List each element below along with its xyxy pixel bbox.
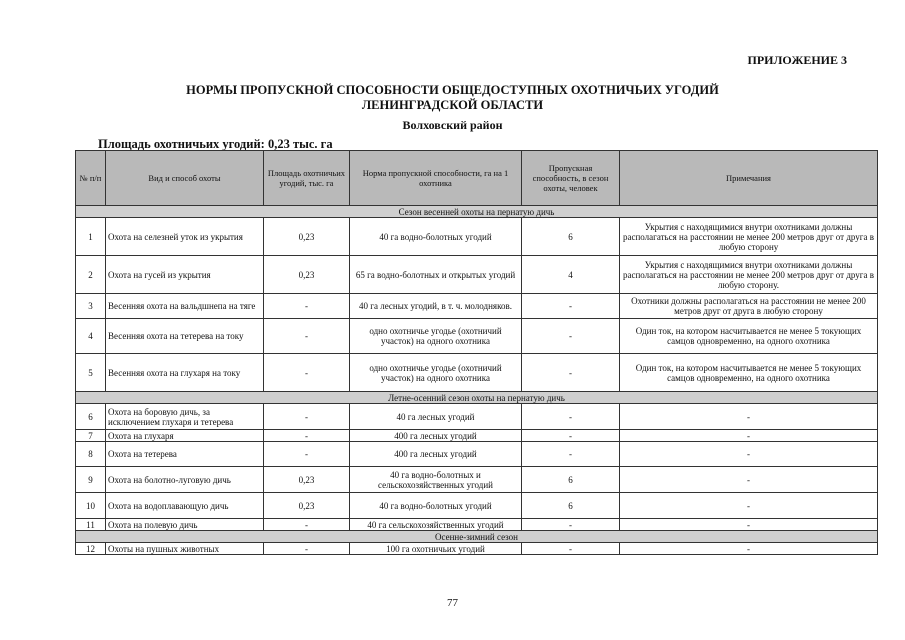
hunt-type: Весенняя охота на глухаря на току: [106, 354, 264, 392]
row-number: 8: [76, 442, 106, 467]
area-value: -: [264, 294, 350, 319]
area-value: -: [264, 543, 350, 555]
capacity-value: -: [522, 543, 620, 555]
hunt-type: Весенняя охота на вальдшнепа на тяге: [106, 294, 264, 319]
norm-value: 40 га водно-болотных угодий: [350, 218, 522, 256]
area-value: 0,23: [264, 467, 350, 493]
area-value: -: [264, 319, 350, 354]
note-text: -: [620, 519, 878, 531]
norm-value: 40 га лесных угодий: [350, 404, 522, 430]
norm-value: 400 га лесных угодий: [350, 442, 522, 467]
header-area: Площадь охотничьих угодий, тыс. га: [264, 151, 350, 206]
hunt-type: Охота на тетерева: [106, 442, 264, 467]
row-number: 12: [76, 543, 106, 555]
row-number: 9: [76, 467, 106, 493]
hunt-type: Охота на гусей из укрытия: [106, 256, 264, 294]
table-row: [76, 218, 878, 256]
row-number: 6: [76, 404, 106, 430]
capacity-value: -: [522, 354, 620, 392]
capacity-value: -: [522, 519, 620, 531]
header-num: № п/п: [76, 151, 106, 206]
area-value: 0,23: [264, 256, 350, 294]
note-text: Охотники должны располагаться на расстоянии не менее 200 метров друг от друга в любую сторону: [620, 294, 878, 319]
norm-value: 40 га лесных угодий, в т. ч. молодняков.: [350, 294, 522, 319]
table-row: [76, 493, 878, 519]
table-row: [76, 467, 878, 493]
document-title: [0, 83, 905, 113]
row-number: 10: [76, 493, 106, 519]
note-text: -: [620, 442, 878, 467]
note-text: Один ток, на котором насчитывается не менее 5 токующих самцов одновременно, на одного охотника: [620, 319, 878, 354]
header-norm: Норма пропускной способности, га на 1 охотника: [350, 151, 522, 206]
header-type: Вид и способ охоты: [106, 151, 264, 206]
area-value: -: [264, 519, 350, 531]
hunt-type: Охота на боровую дичь, за исключением глухаря и тетерева: [106, 404, 264, 430]
norm-value: одно охотничье угодье (охотничий участок) на одного охотника: [350, 319, 522, 354]
hunt-type: Охота на глухаря: [106, 430, 264, 442]
table-row: [76, 543, 878, 555]
district-name: Волховский район: [402, 118, 503, 132]
section-title: Летне-осенний сезон охоты на пернатую дичь: [76, 392, 878, 404]
table-row: [76, 430, 878, 442]
hunt-type: Охота на селезней уток из укрытия: [106, 218, 264, 256]
table-header-row: [76, 151, 878, 206]
area-value: -: [264, 442, 350, 467]
hunting-area-total: Площадь охотничьих угодий: 0,23 тыс. га: [98, 137, 333, 151]
area-value: -: [264, 354, 350, 392]
title-line-2: ЛЕНИНГРАДСКОЙ ОБЛАСТИ: [361, 98, 544, 112]
capacity-value: -: [522, 319, 620, 354]
note-text: Укрытия с находящимися внутри охотниками должны располагаться на расстоянии не менее 200 метров друг от друга в любую сторону.: [620, 256, 878, 294]
capacity-value: -: [522, 294, 620, 319]
capacity-value: 6: [522, 467, 620, 493]
norm-value: 40 га водно-болотных угодий: [350, 493, 522, 519]
capacity-value: -: [522, 404, 620, 430]
table-row: [76, 294, 878, 319]
page-number: 77: [447, 597, 458, 609]
table-row: [76, 519, 878, 531]
note-text: Один ток, на котором насчитывается не менее 5 токующих самцов одновременно, на одного охотника: [620, 354, 878, 392]
hunt-type: Весенняя охота на тетерева на току: [106, 319, 264, 354]
note-text: -: [620, 404, 878, 430]
norm-value: 40 га водно-болотных и сельскохозяйственных угодий: [350, 467, 522, 493]
capacity-value: 6: [522, 493, 620, 519]
row-number: 1: [76, 218, 106, 256]
table-row: [76, 256, 878, 294]
row-number: 2: [76, 256, 106, 294]
title-line-1: НОРМЫ ПРОПУСКНОЙ СПОСОБНОСТИ ОБЩЕДОСТУПНЫХ ОХОТНИЧЬИХ УГОДИЙ: [186, 83, 719, 97]
section-row-winter: [76, 531, 878, 543]
capacity-value: 6: [522, 218, 620, 256]
capacity-value: 4: [522, 256, 620, 294]
norm-value: одно охотничье угодье (охотничий участок) на одного охотника: [350, 354, 522, 392]
section-row-summer: [76, 392, 878, 404]
capacity-value: -: [522, 442, 620, 467]
row-number: 7: [76, 430, 106, 442]
note-text: -: [620, 493, 878, 519]
note-text: -: [620, 467, 878, 493]
area-value: -: [264, 404, 350, 430]
table-row: [76, 442, 878, 467]
table-row: [76, 354, 878, 392]
hunt-type: Охота на болотно-луговую дичь: [106, 467, 264, 493]
row-number: 4: [76, 319, 106, 354]
note-text: Укрытия с находящимися внутри охотниками должны располагаться на расстоянии не менее 200 метров друг от друга в любую сторону: [620, 218, 878, 256]
section-row-spring: [76, 206, 878, 218]
table-row: [76, 404, 878, 430]
norm-value: 65 га водно-болотных и открытых угодий: [350, 256, 522, 294]
note-text: -: [620, 430, 878, 442]
row-number: 5: [76, 354, 106, 392]
section-title: Осенне-зимний сезон: [76, 531, 878, 543]
norm-value: 40 га сельскохозяйственных угодий: [350, 519, 522, 531]
header-capacity: Пропускная способность, в сезон охоты, человек: [522, 151, 620, 206]
appendix-label: ПРИЛОЖЕНИЕ 3: [747, 53, 847, 67]
norm-value: 400 га лесных угодий: [350, 430, 522, 442]
capacity-norms-table: [75, 150, 878, 555]
row-number: 11: [76, 519, 106, 531]
section-title: Сезон весенней охоты на пернатую дичь: [76, 206, 878, 218]
area-value: -: [264, 430, 350, 442]
table-row: [76, 319, 878, 354]
hunt-type: Охота на полевую дичь: [106, 519, 264, 531]
header-notes: Примечания: [620, 151, 878, 206]
area-value: 0,23: [264, 218, 350, 256]
area-value: 0,23: [264, 493, 350, 519]
norm-value: 100 га охотничьих угодий: [350, 543, 522, 555]
hunt-type: Охота на водоплавающую дичь: [106, 493, 264, 519]
row-number: 3: [76, 294, 106, 319]
hunt-type: Охоты на пушных животных: [106, 543, 264, 555]
capacity-value: -: [522, 430, 620, 442]
note-text: -: [620, 543, 878, 555]
